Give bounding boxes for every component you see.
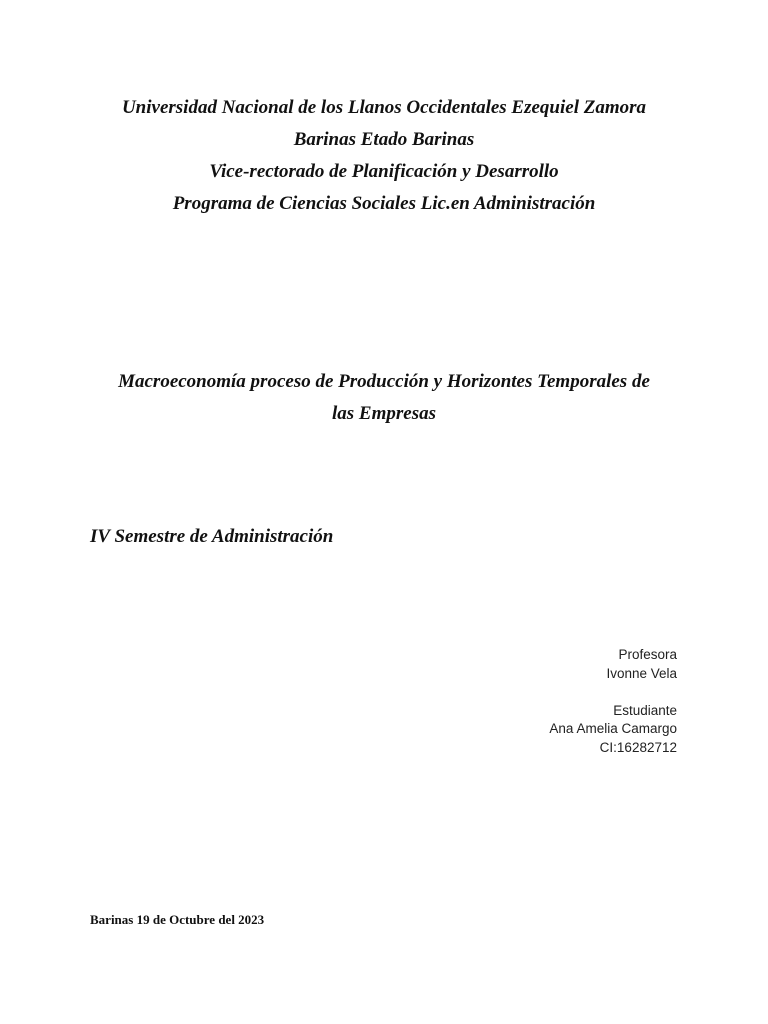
institution-header [0, 92, 768, 220]
semester-line: IV Semestre de Administración [90, 526, 334, 547]
location-line: Barinas Etado Barinas [293, 129, 475, 150]
professor-label: Profesora [618, 647, 677, 662]
spacer [549, 683, 677, 702]
student-label: Estudiante [613, 702, 677, 718]
university-name: Universidad Nacional de los Llanos Occidentales Ezequiel Zamora [121, 97, 647, 118]
footer-date: Barinas 19 de Octubre del 2023 [90, 912, 265, 927]
title-line-1: Macroeconomía proceso de Producción y Horizontes Temporales de [118, 371, 650, 392]
title-line-2: las Empresas [332, 403, 436, 424]
student-name: Ana Amelia Camargo [549, 721, 677, 736]
document-title [84, 366, 684, 430]
program-line: Programa de Ciencias Sociales Lic.en Administración [172, 193, 596, 214]
vice-rectorate-line: Vice-rectorado de Planificación y Desarrollo [209, 161, 559, 182]
student-id: CI:16282712 [599, 739, 677, 755]
professor-name: Ivonne Vela [606, 665, 677, 681]
signature-block [549, 646, 677, 757]
